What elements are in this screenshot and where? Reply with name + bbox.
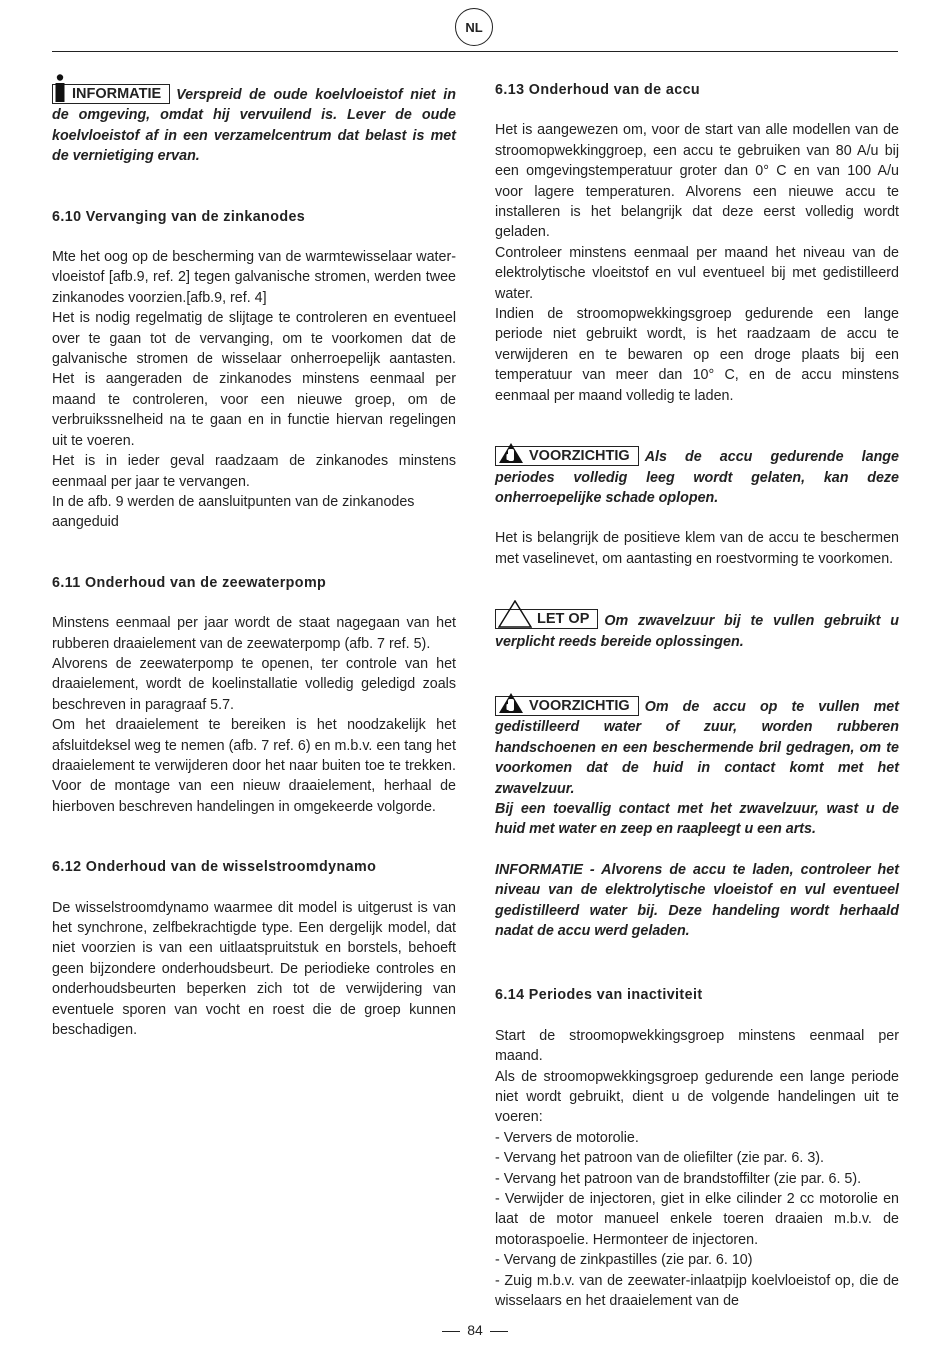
voorzichtig-label: VOORZICHTIG xyxy=(495,446,639,466)
section-title-6-12: 6.12 Onderhoud van de wisselstroomdynamo xyxy=(52,859,377,876)
paragraph: In de afb. 9 werden de aansluitpunten van de zinkanodes aangeduid xyxy=(52,493,415,531)
language-badge: NL xyxy=(455,8,493,46)
informatie-label: INFORMATIE xyxy=(52,84,170,104)
paragraph: Alvorens de zeewaterpomp te openen, ter controle van het draaielement, wordt de koelinstallatie volledig geledigd zoals beschreven in paragraaf 5.7. xyxy=(52,655,456,713)
list-item: - Verwijder de injectoren, giet in elke cilinder 2 cc motorolie en laat de motor manueel enkele toeren draaien m.b.v. de motoraspoelie. Hermonteer de injectoren. xyxy=(495,1191,899,1248)
section-title-6-14: 6.14 Periodes van inactiviteit xyxy=(495,987,703,1004)
page-footer xyxy=(0,1322,950,1338)
info-notice: INFORMATIE - Alvorens de accu te laden, controleer het niveau van de elektrolytische vloeistof en vul eventueel gedistilleerd water bij. Deze handeling wordt herhaald nadat de accu werd geladen. xyxy=(495,861,899,939)
paragraph: Het is belangrijk de positieve klem van de accu te beschermen met vaselinevet, om aantasting en roestvorming te voorkomen. xyxy=(495,530,899,567)
section-title-6-10: 6.10 Vervanging van de zinkanodes xyxy=(52,208,306,225)
header-rule xyxy=(52,51,898,52)
section-title-6-13: 6.13 Onderhoud van de accu xyxy=(495,82,701,98)
paragraph: De wisselstroomdynamo waarmee dit model is uitgerust is van het synchrone, zelfbekrachtigde type. Een dergelijk model, dat niet voorzien is van een uitlaatspruitstuk en borstels, behoeft geen bijzondere onderhoudsbeurt. De periodieke controles en onderhoudsbeurten beperken zich tot de verwijdering van eventuele sporen van vocht en roest die de groep kunnen beschadigen. xyxy=(52,899,456,1039)
paragraph: Mte het oog op de bescherming van de warmtewisselaar water-vloeistof [afb.9, ref. 2] tegen galvanische stromen, werden twee zinkanodes voorzien.[afb.9, ref. 4] xyxy=(52,249,456,306)
paragraph: Het is nodig regelmatig de slijtage te controleren en eventueel over te gaan tot de vervanging, om te voorkomen dat de galvanische stromen de wisselaar onherroepelijk aantasten. Het is aangeraden de zinkanodes minstens eenmaal per maand te controleren, voor een nieuwe groep, om de verbruikssnelheid na te gaan en in functie hiervan regelingen uit te voeren. xyxy=(52,310,456,449)
paragraph: Om het draaielement te bereiken is het noodzakelijk het afsluitdeksel weg te nemen (afb. 7 ref. 6) en m.b.v. een tang het draaielement te verwijderen door het naar buiten toe te trekken. Voor de montage van een nieuw draaielement, herhaal de hierboven beschreven handelingen in omgekeerde volgorde. xyxy=(52,717,456,815)
warning-notice: VOORZICHTIG Als de accu gedurende lange periodes volledig leeg wordt gelaten, kan deze onherroepelijke schade oplopen. xyxy=(495,446,899,508)
left-column xyxy=(52,78,456,1040)
voorzichtig-label: VOORZICHTIG xyxy=(495,696,639,716)
warning-notice: VOORZICHTIG Om de accu op te vullen met gedistilleerd water of zuur, worden rubberen handschoenen en een beschermende bril gedragen, om te voorkomen dat de huid in contact komt met het zwavelzuur. xyxy=(495,696,899,799)
info-icon xyxy=(53,74,67,102)
paragraph: Als de stroomopwekkingsgroep gedurende een lange periode niet wordt gebruikt, dient u de volgende handelingen uit te voeren: xyxy=(495,1068,899,1126)
let-op-label: LET OP xyxy=(495,609,598,629)
paragraph: Controleer minstens eenmaal per maand het niveau van de elektrolytische vloeitstof en vul eventueel bij met gedistilleerd water. xyxy=(495,244,899,302)
right-column xyxy=(495,78,899,1312)
paragraph: Het is in ieder geval raadzaam de zinkanodes minstens eenmaal per jaar te vervangen. xyxy=(52,453,456,490)
warning-notice-continued: Bij een toevallig contact met het zwavelzuur, wast u de huid met water en zeep en raapleegt u een arts. xyxy=(495,800,899,838)
page-number: 84 xyxy=(467,1322,483,1338)
paragraph: Minstens eenmaal per jaar wordt de staat nagegaan van het rubberen draaielement van de zeewaterpomp (afb. 7 ref. 5). xyxy=(52,615,456,652)
caution-triangle-icon xyxy=(498,600,532,628)
warning-hand-icon xyxy=(498,692,524,714)
warning-hand-icon xyxy=(498,442,524,464)
list-item: - Vervang het patroon van de brandstoffilter (zie par. 6. 5). xyxy=(495,1170,862,1187)
list-item: - Ververs de motorolie. xyxy=(495,1129,639,1146)
paragraph: Indien de stroomopwekkingsgroep gedurende een lange periode niet gebruikt wordt, is het raadzaam de accu te verwijderen en te bewaren op een droge plaats bij een temperatuur van meer dan 10° C, en de accu minstens eenmaal per maand volledig te laden. xyxy=(495,306,899,404)
info-notice: INFORMATIE Verspreid de oude koelvloeistof niet in de omgeving, omdat hij vervuilend is. Lever de oude koelvloeistof af in een verzamelcentrum dat belast is met de vernietiging ervan. xyxy=(52,84,456,167)
section-title-6-11: 6.11 Onderhoud van de zeewaterpomp xyxy=(52,574,327,591)
footer-dash xyxy=(490,1331,508,1332)
list-item: - Vervang de zinkpastilles (zie par. 6. 10) xyxy=(495,1252,753,1269)
list-item: - Zuig m.b.v. van de zeewater-inlaatpijp koelvloeistof op, die de wisselaars en het draaielement van de xyxy=(495,1272,899,1310)
caution-notice: LET OP Om zwavelzuur bij te vullen gebruikt u verplicht reeds bereide oplossingen. xyxy=(495,609,899,652)
paragraph: Het is aangewezen om, voor de start van alle modellen van de stroomopwekkinggroep, een accu te gebruiken van 80 A/u bij een omgevingstemperatuur groter dan 0° C en van 100 A/u voor lagere temperaturen. Alvorens een nieuwe accu te installeren is het belangrijk dat deze eerst volledig wordt geladen. xyxy=(495,122,899,241)
paragraph: Start de stroomopwekkingsgroep minstens eenmaal per maand. xyxy=(495,1027,899,1065)
list-item: - Vervang het patroon van de oliefilter (zie par. 6. 3). xyxy=(495,1150,825,1167)
footer-dash xyxy=(442,1331,460,1332)
